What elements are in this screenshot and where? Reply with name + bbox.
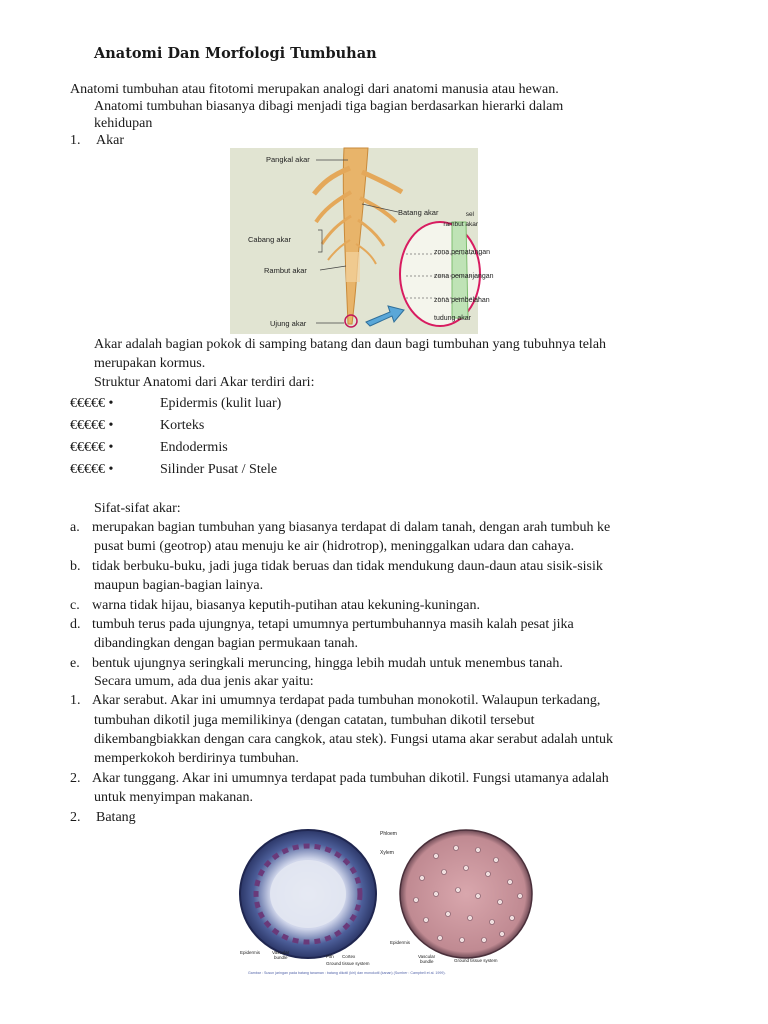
label-xylem: Xylem <box>380 850 394 856</box>
bullet-item-stele: Silinder Pusat / Stele <box>160 462 278 477</box>
jenis-1-line-2: tumbuhan dikotil juga memilikinya (dengan catatan, tumbuhan dikotil tersebut <box>94 713 535 728</box>
jenis-1-line-1: Akar serabut. Akar ini umumnya terdapat pada tumbuhan monokotil. Walaupun terkadang, <box>92 693 601 708</box>
bullet-item-korteks: Korteks <box>160 418 205 433</box>
label-cortex: Cortex <box>342 954 356 959</box>
jenis-akar-intro: Secara umum, ada dua jenis akar yaitu: <box>94 674 314 689</box>
bullet-item-epidermis: Epidermis (kulit luar) <box>160 396 282 411</box>
page-title: Anatomi Dan Morfologi Tumbuhan <box>94 45 377 62</box>
label-batang-akar: Batang akar <box>398 208 439 217</box>
label-vascular-left-2: bundle <box>274 955 288 960</box>
bullet-marker: €€€€€ • <box>70 440 114 455</box>
label-cabang-akar: Cabang akar <box>248 235 291 244</box>
label-epidermis-right: Epidermis <box>390 940 411 945</box>
akar-structure-intro: Struktur Anatomi dari Akar terdiri dari: <box>94 375 315 390</box>
label-sel-rambut-akar: rambut akar <box>443 221 478 228</box>
sifat-b-line-2: maupun bagian-bagian lainya. <box>94 578 264 593</box>
stem-cross-section-figure <box>230 826 538 978</box>
sifat-e-number: e. <box>70 656 80 671</box>
jenis-1-line-4: memperkokoh berdirinya tumbuhan. <box>94 751 299 766</box>
section-2-number: 2. <box>70 810 81 825</box>
label-zona-pembelahan: zona pembelahan <box>434 297 490 304</box>
bullet-marker: €€€€€ • <box>70 418 114 433</box>
bullet-marker: €€€€€ • <box>70 462 114 477</box>
sifat-a-number: a. <box>70 520 80 535</box>
sifat-d-line-2: dibandingkan dengan bagian permukaan tanah. <box>94 636 358 651</box>
intro-line-2: Anatomi tumbuhan biasanya dibagi menjadi tiga bagian berdasarkan hierarki dalam <box>94 99 564 114</box>
label-sel: sel <box>465 211 474 218</box>
intro-line-3: kehidupan <box>94 116 153 131</box>
label-ujung-akar: Ujung akar <box>270 319 307 328</box>
jenis-1-number: 1. <box>70 693 81 708</box>
label-vascular-right-1: Vascular <box>418 954 436 959</box>
dicot-pith <box>270 860 346 928</box>
sifat-a-line-1: merupakan bagian tumbuhan yang biasanya terdapat di dalam tanah, dengan arah tumbuh ke <box>92 520 611 535</box>
label-zona-pemanjangan: zona pemanjangan <box>434 273 494 280</box>
label-vascular-right-2: bundle <box>420 959 434 964</box>
stem-figure-caption: Gambar : Susun jaringan pada batang tanaman : batang dikotil (kiri) dan monokotil (kanan) (Sumber : Campbell et al. 1999). <box>248 971 446 975</box>
label-zona-pematangan: zona pematangan <box>434 249 491 256</box>
root-hair-zone <box>346 252 360 282</box>
label-epidermis-left: Epidermis <box>240 950 261 955</box>
monocot-stem-section <box>400 830 532 958</box>
sifat-c-line-1: warna tidak hijau, biasanya keputih-putihan atau kekuning-kuningan. <box>92 598 481 613</box>
label-rambut-akar: Rambut akar <box>264 266 307 275</box>
jenis-2-number: 2. <box>70 771 81 786</box>
akar-paragraph-line-1: Akar adalah bagian pokok di samping batang dan daun bagi tumbuhan yang tubuhnya telah <box>94 337 607 352</box>
sifat-b-line-1: tidak berbuku-buku, jadi juga tidak beruas dan tidak mendukung daun-daun atau sisik-sisik <box>92 559 603 574</box>
label-tudung-akar: tudung akar <box>434 315 471 322</box>
intro-line-1: Anatomi tumbuhan atau fitotomi merupakan analogi dari anatomi manusia atau hewan. <box>70 82 559 97</box>
label-phloem: Phloem <box>380 831 397 837</box>
sifat-d-line-1: tumbuh terus pada ujungnya, tetapi umumnya pertumbuhannya masih kalah pesat jika <box>92 617 574 632</box>
jenis-1-line-3: dikembangbiakkan dengan cara cangkok, atau stek). Fungsi utama akar serabut adalah untuk <box>94 732 613 747</box>
jenis-2-line-1: Akar tunggang. Akar ini umumnya terdapat pada tumbuhan dikotil. Fungsi utamanya adalah <box>92 771 609 786</box>
section-1-heading: Akar <box>96 133 124 148</box>
section-1-number: 1. <box>70 133 81 148</box>
label-ground-tissue-right: Ground tissue system <box>454 958 498 963</box>
bullet-item-endodermis: Endodermis <box>160 440 228 455</box>
sifat-c-number: c. <box>70 598 80 613</box>
sifat-d-number: d. <box>70 617 81 632</box>
label-ground-tissue-left: Ground tissue system <box>326 961 370 966</box>
label-pangkal-akar: Pangkal akar <box>266 155 310 164</box>
bullet-marker: €€€€€ • <box>70 396 114 411</box>
akar-paragraph-line-2: merupakan kormus. <box>94 356 206 371</box>
sifat-a-line-2: pusat bumi (geotrop) atau menuju ke air (hidrotrop), meninggalkan udara dan cahaya. <box>94 539 575 554</box>
sifat-heading: Sifat-sifat akar: <box>94 501 181 516</box>
jenis-2-line-2: untuk menyimpan makanan. <box>94 790 254 805</box>
section-2-heading: Batang <box>96 810 136 825</box>
label-pith: Pith <box>326 954 334 959</box>
label-vascular-left-1: Vascular <box>272 950 290 955</box>
sifat-b-number: b. <box>70 559 81 574</box>
root-anatomy-figure <box>230 148 494 334</box>
sifat-e-line-1: bentuk ujungnya seringkali meruncing, hingga lebih mudah untuk menembus tanah. <box>92 656 563 671</box>
